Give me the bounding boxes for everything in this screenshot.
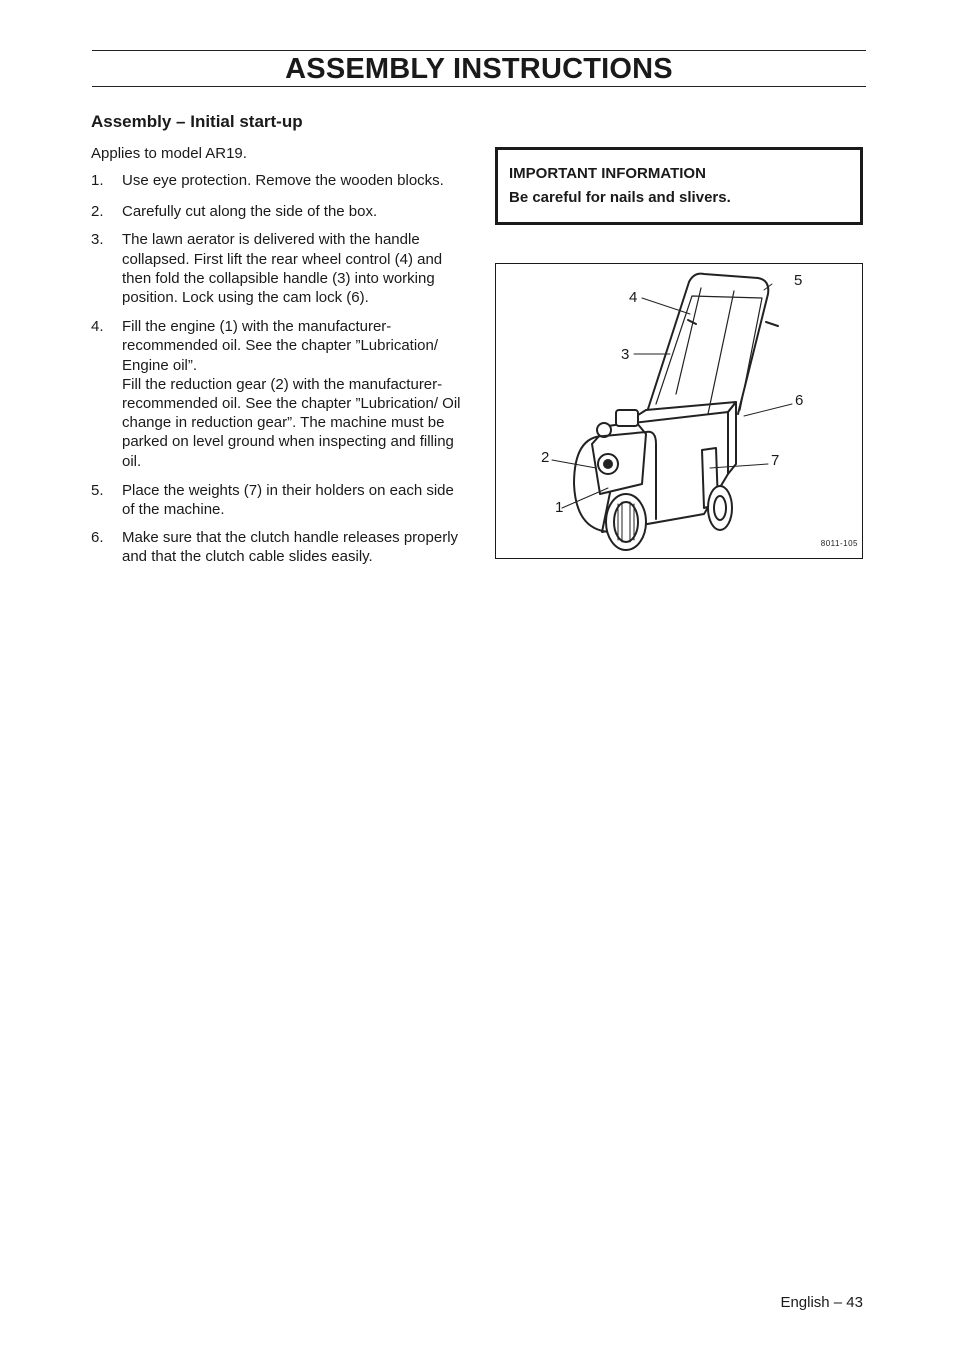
step-number: 3. [91,231,104,249]
instruction-list [91,171,463,567]
step-text: Carefully cut along the side of the box. [122,203,378,221]
step-4 [91,317,463,471]
intro-text: Applies to model AR19. [91,145,247,162]
step-2 [91,202,463,221]
notice-body: Be careful for nails and slivers. [509,189,731,206]
step-text: Use eye protection. Remove the wooden blocks. [122,172,444,189]
step-5 [91,481,463,519]
step-6 [91,528,463,566]
figure-code: 8011-105 [820,539,858,548]
handle-frame-line [648,274,768,414]
section-heading: Assembly – Initial start-up [91,112,303,131]
notice-title: IMPORTANT INFORMATION [509,165,706,182]
callout-4: 4 [629,289,638,306]
step-number: 5. [91,481,104,499]
header-rule-bottom [92,86,866,87]
important-information-box [495,147,863,225]
callout-3: 3 [621,346,630,363]
header-rule-top [92,50,866,51]
callout-1: 1 [555,499,564,516]
callout-6: 6 [795,392,804,409]
step-text: Make sure that the clutch handle releases properly and that the clutch cable slides easily. [122,529,459,566]
page-footer: English – 43 [780,1294,863,1311]
lawn-aerator-illustration [495,263,863,559]
step-text: Place the weights (7) in their holders on each side of the machine. [122,481,454,519]
step-number: 4. [91,318,104,336]
callout-2: 2 [541,449,550,466]
aerator-drawing [496,264,862,558]
step-3 [91,230,463,307]
step-number: 6. [91,529,104,547]
step-text: Fill the engine (1) with the manufacturer-recommended oil. See the chapter ”Lubrication/ Engine oil”. Fill the reduction gear (2) with the manufacturer-recommended oil. See the chapter ”Lubrication/ Oil change in reduction gear”. The machine must be parked on level ground when inspecting and filling oil. [122,318,461,470]
page-title: ASSEMBLY INSTRUCTIONS [285,53,673,85]
step-number: 1. [91,172,104,189]
callout-7: 7 [771,452,780,469]
callout-5: 5 [794,272,803,289]
step-number: 2. [91,203,104,221]
step-text: The lawn aerator is delivered with the handle collapsed. First lift the rear wheel control (4) and then fold the collapsible handle (3) into working position. Lock using the cam lock (6). [122,231,443,307]
step-1 [91,171,463,190]
